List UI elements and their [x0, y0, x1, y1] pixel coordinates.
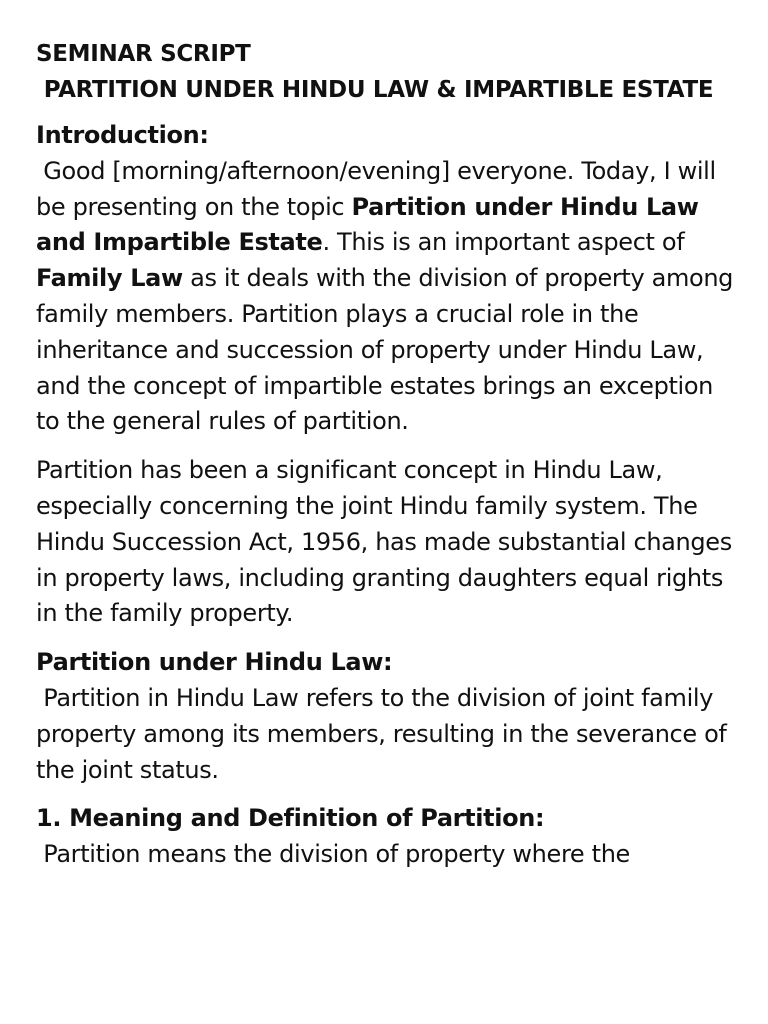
title-line-2: PARTITION UNDER HINDU LAW & IMPARTIBLE ESTATE — [36, 77, 714, 103]
document-title — [36, 36, 736, 108]
intro-text-1: Good [morning/afternoon/evening] everyone. Today, I will be presenting on the topic — [36, 156, 724, 221]
intro-family-law-bold: Family Law — [36, 264, 183, 293]
meaning-heading: 1. Meaning and Definition of Partition: — [36, 804, 545, 833]
meaning-section — [36, 801, 736, 873]
intro-second-paragraph: Partition has been a significant concept in Hindu Law, especially concerning the joint Hindu family system. The Hindu Succession Act, 1956, has made substantial changes in property laws, including granting daughters equal rights in the family property. — [36, 456, 740, 628]
introduction-heading: Introduction: — [36, 121, 209, 149]
partition-section — [36, 645, 736, 788]
intro-text-2: . This is an important aspect of — [322, 228, 692, 257]
introduction-paragraph — [36, 118, 741, 440]
partition-body: Partition in Hindu Law refers to the division of joint family property among its members, resulting in the severance of the joint status. — [36, 683, 734, 784]
meaning-body: Partition means the division of property where the — [36, 840, 630, 869]
document-page — [36, 36, 741, 886]
intro-topic-bold: Partition under Hindu Law and Impartible Estate — [36, 192, 707, 257]
intro-text-3: as it deals with the division of property among family members. Partition plays a crucial role in the inheritance and succession of property under Hindu Law, and the concept of impartible estates brings an exception to the general rules of partition. — [36, 264, 741, 436]
partition-heading: Partition under Hindu Law: — [36, 648, 393, 677]
title-line-1: SEMINAR SCRIPT — [36, 41, 251, 67]
